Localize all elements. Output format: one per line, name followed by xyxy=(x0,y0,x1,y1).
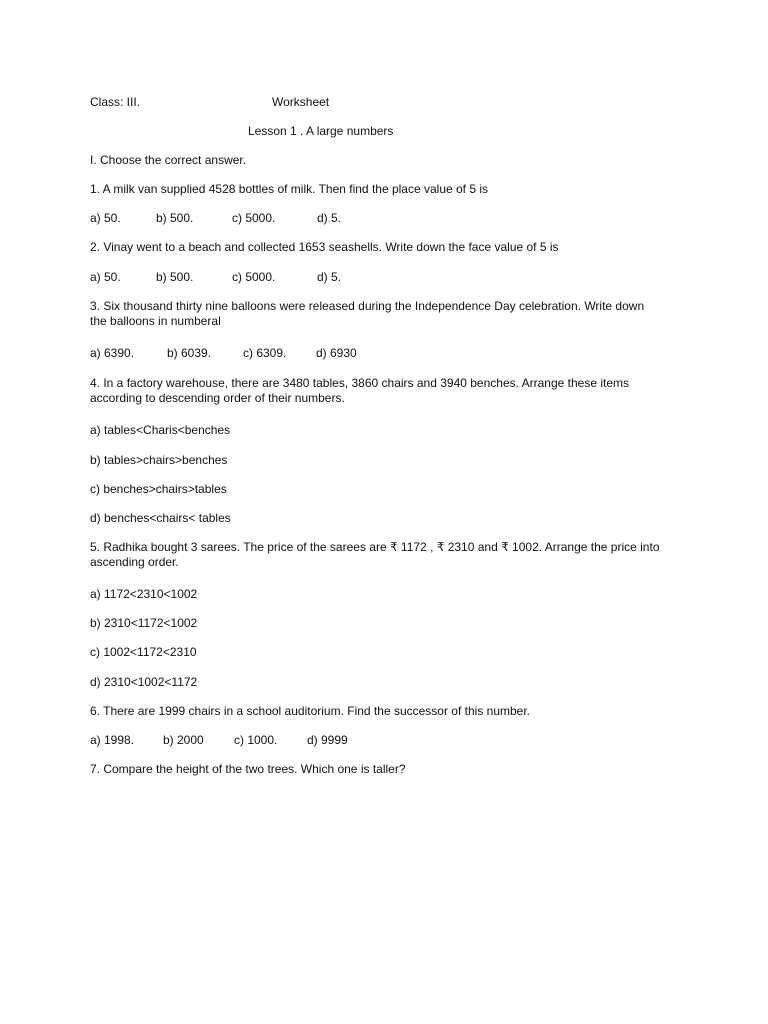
option: a) 50. xyxy=(90,211,121,225)
question-1-text: 1. A milk van supplied 4528 bottles of milk. Then find the place value of 5 is xyxy=(90,182,489,196)
question-3-text: 3. Six thousand thirty nine balloons were released during the Independence Day celebration. Write down the balloons in numberal xyxy=(90,299,645,328)
option: b) 500. xyxy=(156,270,194,284)
question-2-text: 2. Vinay went to a beach and collected 1653 seashells. Write down the face value of 5 is xyxy=(90,240,559,254)
question-5-option-a: a) 1172<2310<1002 xyxy=(90,587,198,601)
option: d) 9999 xyxy=(307,733,348,747)
option: d) 6930 xyxy=(316,346,357,360)
question-5-option-d: d) 2310<1002<1172 xyxy=(90,675,198,689)
option: d) 5. xyxy=(317,211,342,225)
option: d) 5. xyxy=(317,270,342,284)
question-5-option-b: b) 2310<1172<1002 xyxy=(90,616,198,630)
question-4-option-d: d) benches<chairs< tables xyxy=(90,511,231,525)
question-4-option-b: b) tables>chairs>benches xyxy=(90,453,228,467)
question-3-options xyxy=(90,346,357,361)
option: b) 2000 xyxy=(163,733,204,747)
option: a) 6390. xyxy=(90,346,135,360)
class-label: Class: III. xyxy=(90,95,141,109)
option: c) 5000. xyxy=(232,211,276,225)
question-6-text: 6. There are 1999 chairs in a school auditorium. Find the successor of this number. xyxy=(90,704,531,718)
option: c) 1000. xyxy=(234,733,278,747)
question-5-option-c: c) 1002<1172<2310 xyxy=(90,645,197,659)
section-instruction: I. Choose the correct answer. xyxy=(90,153,247,167)
option: a) 1998. xyxy=(90,733,135,747)
question-4-option-a: a) tables<Charis<benches xyxy=(90,423,231,437)
question-4-option-c: c) benches>chairs>tables xyxy=(90,482,227,496)
option: a) 50. xyxy=(90,270,121,284)
worksheet-title: Worksheet xyxy=(272,95,330,109)
question-4-text: 4. In a factory warehouse, there are 3480 tables, 3860 chairs and 3940 benches. Arrange these items according to descending order of their numbers. xyxy=(90,376,630,405)
option: c) 6309. xyxy=(243,346,287,360)
option: c) 5000. xyxy=(232,270,276,284)
option: b) 6039. xyxy=(167,346,212,360)
question-5-text: 5. Radhika bought 3 sarees. The price of the sarees are ₹ 1172 , ₹ 2310 and ₹ 1002. Arrange the price into ascending order. xyxy=(90,540,660,569)
option: b) 500. xyxy=(156,211,194,225)
lesson-title: Lesson 1 . A large numbers xyxy=(248,124,394,138)
question-2-options xyxy=(90,270,341,285)
question-6-options xyxy=(90,733,348,748)
question-7-text: 7. Compare the height of the two trees. Which one is taller? xyxy=(90,762,406,776)
question-1-options xyxy=(90,211,341,226)
